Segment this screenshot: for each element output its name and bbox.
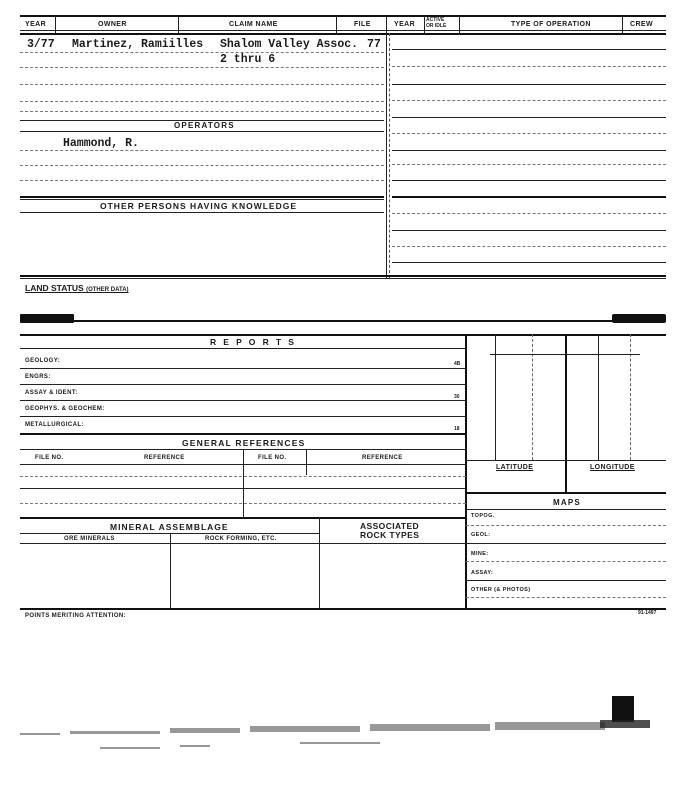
maps-line — [466, 543, 666, 544]
other-persons-rule-3 — [20, 212, 384, 213]
report-line — [20, 368, 466, 369]
report-bottom-rule — [20, 433, 466, 435]
left-right-divider-2 — [389, 33, 390, 278]
grid-bottom-rule — [466, 460, 666, 461]
operator-name: Hammond, R. — [63, 137, 139, 150]
grid-tick — [490, 354, 640, 355]
report-geology: GEOLOGY: — [25, 358, 61, 364]
report-line — [20, 400, 466, 401]
reports-title: R E P O R T S — [210, 337, 297, 347]
report-assay: ASSAY & IDENT: — [25, 390, 78, 396]
operator-line — [20, 150, 384, 151]
operators-title: OPERATORS — [174, 121, 235, 130]
points-meriting-attention: POINTS MERITING ATTENTION: — [25, 613, 127, 619]
entry-claim-line1: Shalom Valley Assoc. — [220, 38, 359, 51]
operation-line — [392, 213, 666, 214]
land-status-title — [25, 283, 129, 293]
operation-line — [392, 133, 666, 134]
gen-ref-divider — [306, 449, 307, 475]
grid-line — [532, 334, 533, 460]
operator-line — [20, 180, 384, 181]
maps-topog: TOPOG. — [471, 513, 495, 519]
idle-label: OR IDLE — [426, 23, 447, 29]
operation-line — [392, 180, 666, 181]
header-bottom-rule — [20, 30, 666, 31]
col-divider — [386, 15, 387, 33]
maps-line — [466, 597, 666, 598]
operator-line — [20, 165, 384, 166]
entry-file: 77 — [367, 38, 381, 51]
gen-ref-ref2: REFERENCE — [362, 455, 403, 461]
file-header: FILE — [354, 21, 371, 28]
owner-line — [20, 67, 384, 68]
report-line — [20, 416, 466, 417]
report-geology-num: 4B — [454, 361, 461, 367]
entry-claim-line2: 2 thru 6 — [220, 53, 276, 66]
report-assay-num: 30 — [454, 394, 460, 400]
maps-geol: GEOL: — [471, 532, 491, 538]
mineral-rule-2 — [20, 543, 466, 544]
entry-owner: Martinez, Ramiilles — [72, 38, 204, 51]
operation-line — [392, 150, 666, 151]
land-status-label: LAND STATUS — [25, 283, 84, 293]
maps-line — [466, 580, 666, 581]
header-top-rule — [20, 15, 666, 17]
col-divider — [55, 15, 56, 33]
operators-rule-2 — [20, 131, 384, 132]
grid-line — [630, 334, 631, 460]
associated-label: ASSOCIATED — [360, 521, 420, 531]
other-persons-rule — [20, 196, 384, 198]
maps-line — [466, 525, 666, 526]
mineral-divider — [170, 533, 171, 608]
grid-line — [495, 334, 496, 460]
maps-title: MAPS — [553, 498, 581, 507]
operation-line — [392, 246, 666, 247]
other-persons-title: OTHER PERSONS HAVING KNOWLEDGE — [100, 201, 298, 211]
col-divider — [459, 15, 460, 33]
land-status-rule-2 — [20, 278, 666, 279]
gen-ref-line — [20, 503, 466, 504]
maps-top-rule — [466, 492, 666, 494]
gen-ref-ref1: REFERENCE — [144, 455, 185, 461]
reports-right-border — [465, 334, 467, 608]
operation-line — [392, 66, 666, 67]
gen-ref-bottom-rule — [20, 517, 466, 519]
land-status-rule — [20, 275, 666, 277]
report-metallurgical: METALLURGICAL: — [25, 422, 84, 428]
report-engrs: ENGRS: — [25, 374, 51, 380]
operation-line — [392, 230, 666, 231]
left-right-divider — [386, 33, 387, 278]
col-divider — [336, 15, 337, 33]
owner-line — [20, 111, 384, 112]
owner-header: OWNER — [98, 21, 127, 28]
header-bottom-rule-2 — [20, 33, 666, 35]
mineral-bottom-rule — [20, 608, 466, 610]
operation-line — [392, 262, 666, 263]
maps-assay: ASSAY: — [471, 570, 494, 576]
mineral-divider — [319, 517, 320, 608]
gen-ref-line — [20, 476, 466, 477]
report-line — [20, 384, 466, 385]
report-geophys: GEOPHYS. & GEOCHEM: — [25, 406, 105, 412]
col-divider — [622, 15, 623, 33]
active-label: ACTIVE — [426, 17, 445, 23]
land-status-bottom-rule — [20, 320, 666, 322]
operation-line — [392, 84, 666, 85]
col-divider — [178, 15, 179, 33]
grid-line — [598, 334, 599, 460]
operation-line — [392, 100, 666, 101]
maps-mine: MINE: — [471, 551, 489, 557]
gen-ref-file1: FILE NO. — [35, 455, 64, 461]
type-of-operation-header: TYPE OF OPERATION — [511, 21, 591, 28]
scan-noise-band — [0, 690, 678, 780]
maps-line — [466, 561, 666, 562]
rock-types-label: ROCK TYPES — [360, 530, 420, 540]
ore-minerals-header: ORE MINERALS — [64, 536, 115, 542]
longitude-label: LONGITUDE — [590, 464, 635, 471]
col-divider — [424, 15, 425, 33]
owner-line — [20, 101, 384, 102]
general-references-title: GENERAL REFERENCES — [182, 438, 306, 448]
land-status-sub: (OTHER DATA) — [86, 287, 129, 293]
year2-header: YEAR — [394, 21, 416, 28]
reports-top-rule — [20, 334, 466, 336]
rock-forming-header: ROCK FORMING, ETC. — [205, 536, 277, 542]
mineral-assemblage-title: MINERAL ASSEMBLAGE — [110, 522, 229, 532]
report-metallurgical-num: 18 — [454, 426, 460, 432]
active-idle-header — [426, 17, 446, 29]
other-persons-rule-2 — [20, 199, 384, 200]
gen-ref-divider — [243, 449, 244, 518]
owner-line — [20, 52, 384, 53]
operation-line — [392, 117, 666, 118]
claim-name-header: CLAIM NAME — [229, 21, 278, 28]
maps-other: OTHER (& PHOTOS) — [471, 587, 531, 593]
crew-header: CREW — [630, 21, 653, 28]
latitude-label: LATITUDE — [496, 464, 534, 471]
reports-rule — [20, 348, 466, 349]
operation-line — [392, 164, 666, 165]
operation-line — [392, 196, 666, 198]
owner-line — [20, 84, 384, 85]
form-number: 91-1497 — [638, 610, 657, 616]
gen-ref-file2: FILE NO. — [258, 455, 287, 461]
scan-dark-block — [612, 696, 634, 722]
entry-year: 3/77 — [27, 38, 55, 51]
operation-line — [392, 49, 666, 50]
year-header: YEAR — [25, 21, 47, 28]
grid-center-line — [565, 334, 567, 492]
maps-rule — [466, 509, 666, 510]
gen-ref-line — [20, 488, 466, 489]
maps-bottom-rule — [466, 608, 666, 610]
